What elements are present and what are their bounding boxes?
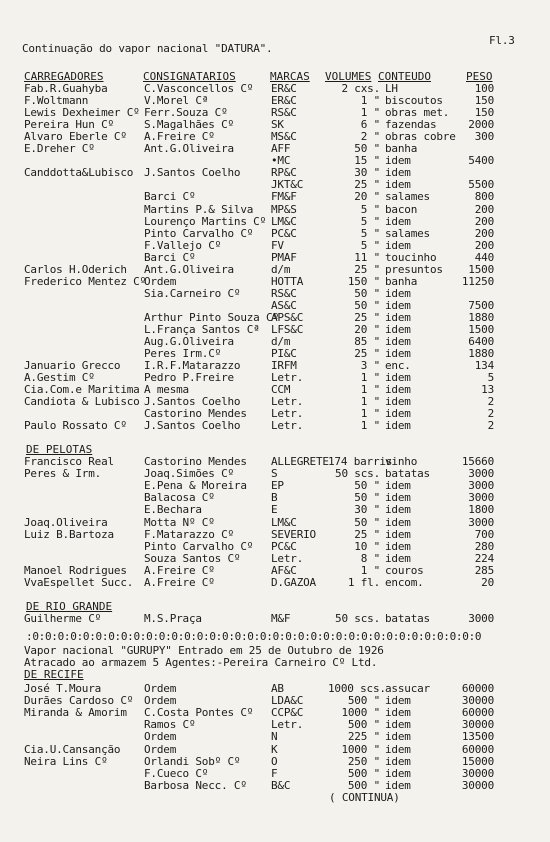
cell-content: idem: [385, 527, 411, 541]
cell-volumes: 50 ": [354, 515, 380, 529]
cell-shipper: Guilherme Cº: [24, 612, 102, 625]
cell-volumes: 25 ": [354, 527, 380, 541]
cell-volumes: 50 ": [354, 286, 380, 300]
cell-consignee: J.Santos Coelho: [144, 166, 241, 180]
cell-content: idem: [385, 335, 411, 349]
cell-marks: d/m: [271, 335, 291, 349]
cell-marks: MP&S: [271, 202, 297, 216]
cell-weight: 60000: [461, 682, 494, 695]
cell-consignee: Motta Nº Cº: [144, 515, 215, 529]
cell-weight: 3000: [468, 491, 494, 505]
cell-consignee: Joaq.Simões Cº: [144, 467, 234, 481]
cell-content: idem: [385, 479, 411, 493]
section-heading-pelotas: DE PELOTAS: [26, 443, 93, 456]
cell-volumes: 1 ": [360, 106, 380, 120]
cell-content: idem: [385, 778, 411, 792]
cell-shipper: Neira Lins Cº: [24, 754, 108, 768]
cell-consignee: Ramos Cº: [144, 718, 196, 732]
cell-content: assucar: [385, 682, 430, 695]
cell-content: idem: [385, 419, 411, 433]
cell-content: idem: [385, 395, 411, 409]
cell-volumes: 5 ": [360, 214, 380, 228]
cell-marks: AFF: [271, 142, 291, 156]
cell-content: idem: [385, 310, 411, 324]
cell-marks: K: [271, 742, 278, 756]
cell-volumes: 25 ": [354, 347, 380, 361]
cell-shipper: VvaEspellet Succ.: [24, 576, 134, 589]
cell-content: idem: [385, 694, 411, 708]
cell-weight: 13500: [461, 730, 494, 744]
cell-marks: SK: [271, 118, 284, 132]
cell-weight: 3000: [468, 467, 494, 481]
continua-note: ( CONTINUA): [329, 791, 400, 804]
cell-content: batatas: [385, 467, 430, 481]
cell-content: enc.: [385, 359, 411, 373]
cell-consignee: A.Freire Cº: [144, 130, 215, 144]
cell-content: idem: [385, 178, 411, 192]
cell-consignee: Ferr.Souza Cº: [144, 106, 228, 120]
cell-content: banha: [385, 142, 418, 156]
cell-content: bacon: [385, 202, 418, 216]
cell-volumes: 50 scs.: [335, 467, 380, 481]
cell-weight: 200: [474, 202, 494, 216]
cell-marks: FM&F: [271, 190, 297, 204]
cell-weight: 1880: [468, 347, 494, 361]
cell-marks: O: [271, 754, 278, 768]
cell-consignee: Balacosa Cº: [144, 491, 215, 505]
cell-shipper: Januario Grecco: [24, 359, 121, 373]
cell-content: idem: [385, 551, 411, 565]
col-header-weight: PESO: [466, 70, 493, 83]
cell-weight: 200: [474, 226, 494, 240]
cell-weight: 200: [474, 238, 494, 252]
cell-consignee: Ant.G.Oliveira: [144, 142, 234, 156]
cell-marks: EP: [271, 479, 284, 493]
cell-consignee: Pinto Carvalho Cº: [144, 226, 254, 240]
cell-consignee: Peres Irm.Cº: [144, 347, 222, 361]
cell-volumes: 1 fl.: [347, 576, 380, 589]
vessel-line: Vapor nacional "GURUPY" Entrado em 25 de Outubro de 1926: [24, 644, 384, 657]
cell-volumes: 225 ": [347, 730, 380, 744]
cell-consignee: Castorino Mendes: [144, 407, 247, 421]
cell-volumes: 1 ": [360, 371, 380, 385]
cell-marks: LM&C: [271, 214, 297, 228]
cell-weight: 13: [481, 383, 494, 397]
cell-marks: AB: [271, 682, 284, 695]
cell-weight: 3000: [468, 479, 494, 493]
cell-weight: 285: [474, 563, 494, 577]
cell-weight: 5400: [468, 154, 494, 168]
cell-marks: RS&C: [271, 286, 297, 300]
cell-consignee: Martins P.& Silva: [144, 202, 254, 216]
cell-content: idem: [385, 371, 411, 385]
cell-volumes: 174 barris: [328, 455, 393, 468]
cell-content: vinho: [385, 455, 418, 468]
cell-weight: 2: [487, 395, 494, 409]
cell-volumes: 50 scs.: [335, 612, 380, 625]
cell-volumes: 5 ": [360, 238, 380, 252]
cell-marks: ER&C: [271, 82, 297, 95]
cell-content: LH: [385, 82, 398, 95]
cell-consignee: Arthur Pinto Souza Cº: [144, 310, 279, 324]
cell-content: obras cobre: [385, 130, 456, 144]
cell-weight: 1800: [468, 503, 494, 517]
cell-volumes: 25 ": [354, 178, 380, 192]
cell-marks: AF&C: [271, 563, 297, 577]
cell-shipper: F.Woltmann: [24, 94, 89, 108]
col-header-volumes: VOLUMES: [325, 70, 372, 83]
cell-marks: LDA&C: [271, 694, 304, 708]
cell-shipper: Paulo Rossato Cº: [24, 419, 127, 433]
cell-volumes: 5 ": [360, 202, 380, 216]
cell-volumes: 15 ": [354, 154, 380, 168]
cell-weight: 6400: [468, 335, 494, 349]
cell-consignee: J.Santos Coelho: [144, 419, 241, 433]
col-header-marks: MARCAS: [270, 70, 310, 83]
cell-consignee: Ordem: [144, 274, 177, 288]
cell-volumes: 5 ": [360, 226, 380, 240]
cell-shipper: E.Dreher Cº: [24, 142, 95, 156]
cell-weight: 1500: [468, 323, 494, 336]
cell-weight: 100: [474, 82, 494, 95]
cell-shipper: Lewis Dexheimer Cº: [24, 106, 140, 120]
cell-consignee: Barci Cº: [144, 190, 196, 204]
cell-shipper: A.Gestim Cº: [24, 371, 95, 385]
cell-volumes: 2 ": [360, 130, 380, 144]
cell-content: idem: [385, 742, 411, 756]
cell-content: fazendas: [385, 118, 437, 132]
cell-marks: LM&C: [271, 515, 297, 529]
cell-consignee: Pedro P.Freire: [144, 371, 234, 385]
cell-consignee: Ordem: [144, 682, 177, 695]
cell-marks: CCM: [271, 383, 291, 397]
cell-marks: N: [271, 730, 278, 744]
cell-volumes: 2 cxs.: [341, 82, 380, 95]
cell-volumes: 1 ": [360, 395, 380, 409]
berth-agents-line: Atracado ao armazem 5 Agentes:-Pereira Carneiro Cº Ltd.: [24, 656, 378, 669]
cell-marks: Letr.: [271, 395, 304, 409]
cell-consignee: E.Pena & Moreira: [144, 479, 247, 493]
cell-content: idem: [385, 323, 411, 336]
cell-weight: 3000: [468, 612, 494, 625]
cell-consignee: F.Matarazzo Cº: [144, 527, 234, 541]
cell-consignee: Ordem: [144, 730, 177, 744]
cell-weight: 1500: [468, 262, 494, 276]
cell-marks: RP&C: [271, 166, 297, 180]
cell-weight: 20: [481, 576, 494, 589]
cell-shipper: José T.Moura: [24, 682, 102, 695]
cell-shipper: Durães Cardoso Cº: [24, 694, 134, 708]
section-heading-rio-grande: DE RIO GRANDE: [26, 600, 113, 613]
cell-marks: CCP&C: [271, 706, 304, 720]
cell-content: batatas: [385, 612, 430, 625]
cell-volumes: 50 ": [354, 479, 380, 493]
cell-marks: SEVERIO: [271, 527, 316, 541]
cell-volumes: 6 ": [360, 118, 380, 132]
cell-content: idem: [385, 238, 411, 252]
cell-marks: APS&C: [271, 310, 304, 324]
cell-consignee: A mesma: [144, 383, 189, 397]
cell-weight: 150: [474, 106, 494, 120]
cell-marks: M&F: [271, 612, 291, 625]
cell-content: toucinho: [385, 250, 437, 264]
cell-content: idem: [385, 347, 411, 361]
cell-content: salames: [385, 226, 430, 240]
cell-weight: 150: [474, 94, 494, 108]
cell-shipper: Pereira Hun Cº: [24, 118, 114, 132]
cell-volumes: 1 ": [360, 419, 380, 433]
cell-content: idem: [385, 730, 411, 744]
cell-content: encom.: [385, 576, 424, 589]
cell-shipper: Cia.U.Cansanção: [24, 742, 121, 756]
cell-shipper: Frederico Mentez Cº: [24, 274, 147, 288]
cell-marks: IRFM: [271, 359, 297, 373]
cell-volumes: 20 ": [354, 190, 380, 204]
cell-volumes: 1000 scs.: [328, 682, 386, 695]
cell-volumes: 1 ": [360, 407, 380, 421]
cell-content: idem: [385, 491, 411, 505]
cell-consignee: A.Freire Cº: [144, 576, 215, 589]
cell-marks: ER&C: [271, 94, 297, 108]
cell-shipper: Manoel Rodrigues: [24, 563, 127, 577]
section-heading-recife: DE RECIFE: [24, 668, 84, 681]
cell-volumes: 25 ": [354, 310, 380, 324]
cell-shipper: Carlos H.Oderich: [24, 262, 127, 276]
cell-content: idem: [385, 718, 411, 732]
cell-consignee: Pinto Carvalho Cº: [144, 539, 254, 553]
cell-weight: 30000: [461, 778, 494, 792]
cell-weight: 15660: [461, 455, 494, 468]
cell-weight: 30000: [461, 718, 494, 732]
cell-consignee: J.Santos Coelho: [144, 395, 241, 409]
cell-marks: •MC: [271, 154, 291, 168]
cell-consignee: Barci Cº: [144, 250, 196, 264]
document-title: Continuação do vapor nacional "DATURA".: [22, 42, 273, 55]
cell-marks: RS&C: [271, 106, 297, 120]
cell-content: obras met.: [385, 106, 450, 120]
cell-weight: 5500: [468, 178, 494, 192]
cell-content: idem: [385, 754, 411, 768]
cell-weight: 2: [487, 407, 494, 421]
cell-shipper: Alvaro Eberle Cº: [24, 130, 127, 144]
cell-volumes: 50 ": [354, 491, 380, 505]
cell-consignee: Ordem: [144, 694, 177, 708]
cell-consignee: M.S.Praça: [144, 612, 202, 625]
cell-consignee: Castorino Mendes: [144, 455, 247, 468]
cell-weight: 5: [487, 371, 494, 385]
cell-content: idem: [385, 766, 411, 780]
cell-content: presuntos: [385, 262, 443, 276]
cell-consignee: Ordem: [144, 742, 177, 756]
cell-marks: PC&C: [271, 226, 297, 240]
cell-content: banha: [385, 274, 418, 288]
cell-weight: 11250: [461, 274, 494, 288]
cell-volumes: 20 ": [354, 323, 380, 336]
cell-weight: 800: [474, 190, 494, 204]
cell-content: idem: [385, 503, 411, 517]
cell-weight: 7500: [468, 298, 494, 312]
cell-volumes: 3 ": [360, 359, 380, 373]
cell-marks: F: [271, 766, 278, 780]
cell-weight: 30000: [461, 694, 494, 708]
cell-weight: 280: [474, 539, 494, 553]
cell-marks: Letr.: [271, 551, 304, 565]
cell-consignee: Orlandi Sobº Cº: [144, 754, 241, 768]
cell-weight: 3000: [468, 515, 494, 529]
section-divider: :0:0:0:0:0:0:0:0:0:0:0:0:0:0:0:0:0:0:0:0:0:0:0:0:0:0:0:0:0:0:0:0:0:0:0:0: [26, 630, 482, 643]
cell-marks: JKT&C: [271, 178, 304, 192]
cell-marks: D.GAZOA: [271, 576, 316, 589]
cell-volumes: 1000 ": [341, 706, 380, 720]
cell-content: biscoutos: [385, 94, 443, 108]
cell-shipper: Candiota & Lubisco: [24, 395, 140, 409]
cell-weight: 15000: [461, 754, 494, 768]
cell-weight: 200: [474, 214, 494, 228]
cell-shipper: Fab.R.Guahyba: [24, 82, 108, 95]
cell-weight: 300: [474, 130, 494, 144]
cell-weight: 134: [474, 359, 494, 373]
cell-marks: AS&C: [271, 298, 297, 312]
cell-volumes: 50 ": [354, 142, 380, 156]
cell-marks: HOTTA: [271, 274, 304, 288]
cell-consignee: F.Vallejo Cº: [144, 238, 222, 252]
cell-consignee: Aug.G.Oliveira: [144, 335, 234, 349]
cell-marks: Letr.: [271, 718, 304, 732]
cell-marks: PMAF: [271, 250, 297, 264]
cell-volumes: 30 ": [354, 166, 380, 180]
cell-volumes: 30 ": [354, 503, 380, 517]
cell-content: idem: [385, 154, 411, 168]
cell-marks: ALLEGRETE: [271, 455, 329, 468]
col-header-shipper: CARREGADORES: [24, 70, 104, 83]
cell-consignee: F.Cueco Cº: [144, 766, 209, 780]
cell-shipper: Francisco Real: [24, 455, 114, 468]
col-header-consignee: CONSIGNATARIOS: [143, 70, 236, 83]
cell-shipper: Joaq.Oliveira: [24, 515, 108, 529]
cell-consignee: S.Magalhães Cº: [144, 118, 234, 132]
cell-shipper: Canddotta&Lubisco: [24, 166, 134, 180]
cell-volumes: 500 ": [347, 766, 380, 780]
cell-volumes: 1 ": [360, 94, 380, 108]
cell-consignee: E.Bechara: [144, 503, 202, 517]
cell-marks: PC&C: [271, 539, 297, 553]
cell-weight: 2000: [468, 118, 494, 132]
cell-marks: MS&C: [271, 130, 297, 144]
cell-content: idem: [385, 515, 411, 529]
cell-volumes: 1 ": [360, 563, 380, 577]
cell-volumes: 25 ": [354, 262, 380, 276]
cell-volumes: 8 ": [360, 551, 380, 565]
cell-content: idem: [385, 298, 411, 312]
cell-content: idem: [385, 407, 411, 421]
cell-consignee: Souza Santos Cº: [144, 551, 241, 565]
cell-volumes: 250 ": [347, 754, 380, 768]
cell-volumes: 50 ": [354, 298, 380, 312]
cell-content: idem: [385, 383, 411, 397]
cell-consignee: L.França Santos Cª: [144, 323, 260, 336]
cell-content: idem: [385, 286, 411, 300]
col-header-content: CONTEUDO: [378, 70, 431, 83]
cell-shipper: Peres & Irm.: [24, 467, 102, 481]
cell-marks: PI&C: [271, 347, 297, 361]
cell-marks: Letr.: [271, 371, 304, 385]
cell-marks: d/m: [271, 262, 291, 276]
cell-consignee: Barbosa Necc. Cº: [144, 778, 247, 792]
cell-shipper: Miranda & Amorim: [24, 706, 127, 720]
cell-consignee: C.Vasconcellos Cº: [144, 82, 254, 95]
cell-volumes: 85 ": [354, 335, 380, 349]
cell-consignee: Lourenço Martins Cº: [144, 214, 267, 228]
cell-marks: S: [271, 467, 278, 481]
cell-marks: B&C: [271, 778, 291, 792]
cell-volumes: 11 ": [354, 250, 380, 264]
cell-marks: FV: [271, 238, 284, 252]
cell-volumes: 500 ": [347, 778, 380, 792]
cell-weight: 2: [487, 419, 494, 433]
cell-shipper: Cia.Com.e Maritima: [24, 383, 140, 397]
cell-volumes: 150 ": [347, 274, 380, 288]
cell-marks: Letr.: [271, 419, 304, 433]
cell-weight: 1880: [468, 310, 494, 324]
cell-marks: E: [271, 503, 278, 517]
page-number: Fl.3: [489, 34, 515, 47]
cell-content: idem: [385, 539, 411, 553]
cell-consignee: A.Freire Cº: [144, 563, 215, 577]
cell-weight: 30000: [461, 766, 494, 780]
cell-weight: 60000: [461, 742, 494, 756]
cell-content: idem: [385, 706, 411, 720]
cell-consignee: C.Costa Pontes Cº: [144, 706, 254, 720]
cell-content: salames: [385, 190, 430, 204]
cell-marks: Letr.: [271, 407, 304, 421]
cell-volumes: 1 ": [360, 383, 380, 397]
cell-weight: 440: [474, 250, 494, 264]
cell-weight: 224: [474, 551, 494, 565]
cell-consignee: V.Morel Cª: [144, 94, 209, 108]
cell-content: idem: [385, 214, 411, 228]
cell-marks: LFS&C: [271, 323, 304, 336]
cell-consignee: Sia.Carneiro Cº: [144, 286, 241, 300]
cell-volumes: 500 ": [347, 694, 380, 708]
cell-content: idem: [385, 166, 411, 180]
cell-volumes: 500 ": [347, 718, 380, 732]
cell-volumes: 1000 ": [341, 742, 380, 756]
cell-volumes: 10 ": [354, 539, 380, 553]
cell-consignee: Ant.G.Oliveira: [144, 262, 234, 276]
cell-shipper: Luiz B.Bartoza: [24, 527, 114, 541]
cell-weight: 60000: [461, 706, 494, 720]
cell-marks: B: [271, 491, 278, 505]
cell-consignee: I.R.F.Matarazzo: [144, 359, 241, 373]
cell-weight: 700: [474, 527, 494, 541]
cell-content: couros: [385, 563, 424, 577]
